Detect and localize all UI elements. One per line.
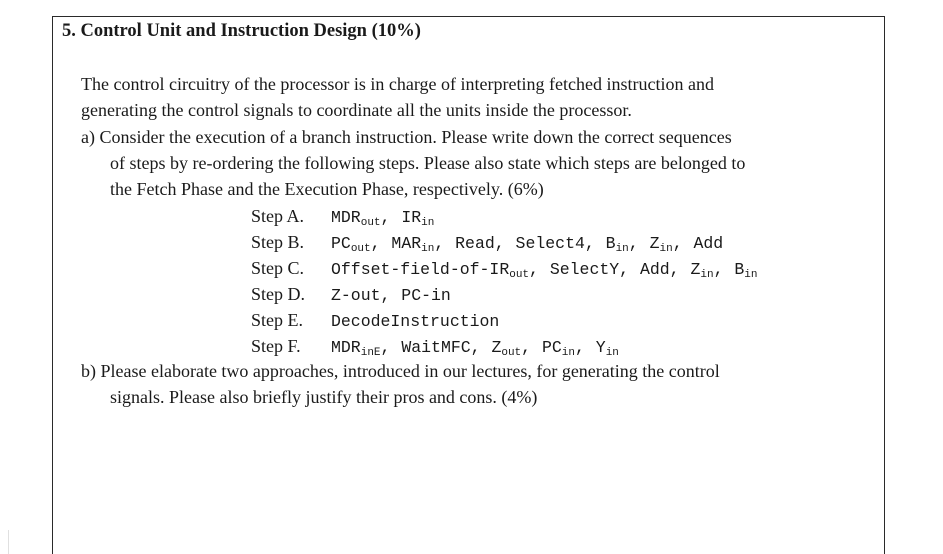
signal-subscript: in [421, 217, 435, 229]
step-signals: Z-out, PC-in [331, 286, 451, 305]
part-a-line-3: the Fetch Phase and the Execution Phase, respectively. (6%) [110, 179, 544, 199]
step-list [251, 203, 758, 359]
intro-line-2: generating the control signals to coordinate all the units inside the processor. [81, 100, 632, 120]
step-d [251, 281, 758, 307]
step-label: Step F. [251, 336, 301, 356]
step-signals: $MDR_{out}$, $IR_{in}$ [331, 208, 435, 229]
step-label: Step D. [251, 284, 305, 304]
step-label: Step C. [251, 258, 305, 278]
part-b-line-1: b) Please elaborate two approaches, introduced in our lectures, for generating the control [81, 361, 720, 381]
intro-line-1: The control circuitry of the processor is in charge of interpreting fetched instruction and [81, 74, 714, 94]
step-label: Step A. [251, 206, 305, 226]
signal-subscript: in [561, 347, 575, 359]
signal-subscript: in [744, 269, 758, 281]
step-label: Step B. [251, 232, 305, 252]
step-signals: Offset-$field-of-IR_{out}$, SelectY, Add, $Z_{in}$, $B_{in}$ [331, 260, 758, 281]
step-signals: DecodeInstruction [331, 312, 500, 331]
step-f [251, 333, 758, 359]
step-e [251, 307, 758, 333]
signal-subscript: out [360, 217, 381, 229]
signal-subscript: in [421, 243, 435, 255]
signal-subscript: inE [360, 347, 381, 359]
part-a-line-1: a) Consider the execution of a branch instruction. Please write down the correct sequences [81, 127, 732, 147]
part-b-line-2: signals. Please also briefly justify their pros and cons. (4%) [110, 387, 538, 407]
signal-subscript: in [615, 243, 629, 255]
signal-subscript: out [501, 347, 522, 359]
step-signals: $MDR_{inE}$, WaitMFC, $Z_{out}$, $PC_{in}$, $Y_{in}$ [331, 338, 619, 359]
signal-subscript: in [659, 243, 673, 255]
page-edge-mark [8, 530, 9, 554]
step-label: Step E. [251, 310, 303, 330]
signal-subscript: in [605, 347, 619, 359]
step-a [251, 203, 758, 229]
part-a-line-2: of steps by re-ordering the following steps. Please also state which steps are belonged to [110, 153, 746, 173]
step-c [251, 255, 758, 281]
step-b [251, 229, 758, 255]
step-signals: $PC_{out}$, $MAR_{in}$, Read, Select4, $B_{in}$, $Z_{in}$, Add [331, 234, 724, 255]
signal-subscript: in [700, 269, 714, 281]
signal-subscript: out [509, 269, 530, 281]
question-title: 5. Control Unit and Instruction Design (10%) [62, 21, 421, 41]
signal-subscript: out [350, 243, 371, 255]
